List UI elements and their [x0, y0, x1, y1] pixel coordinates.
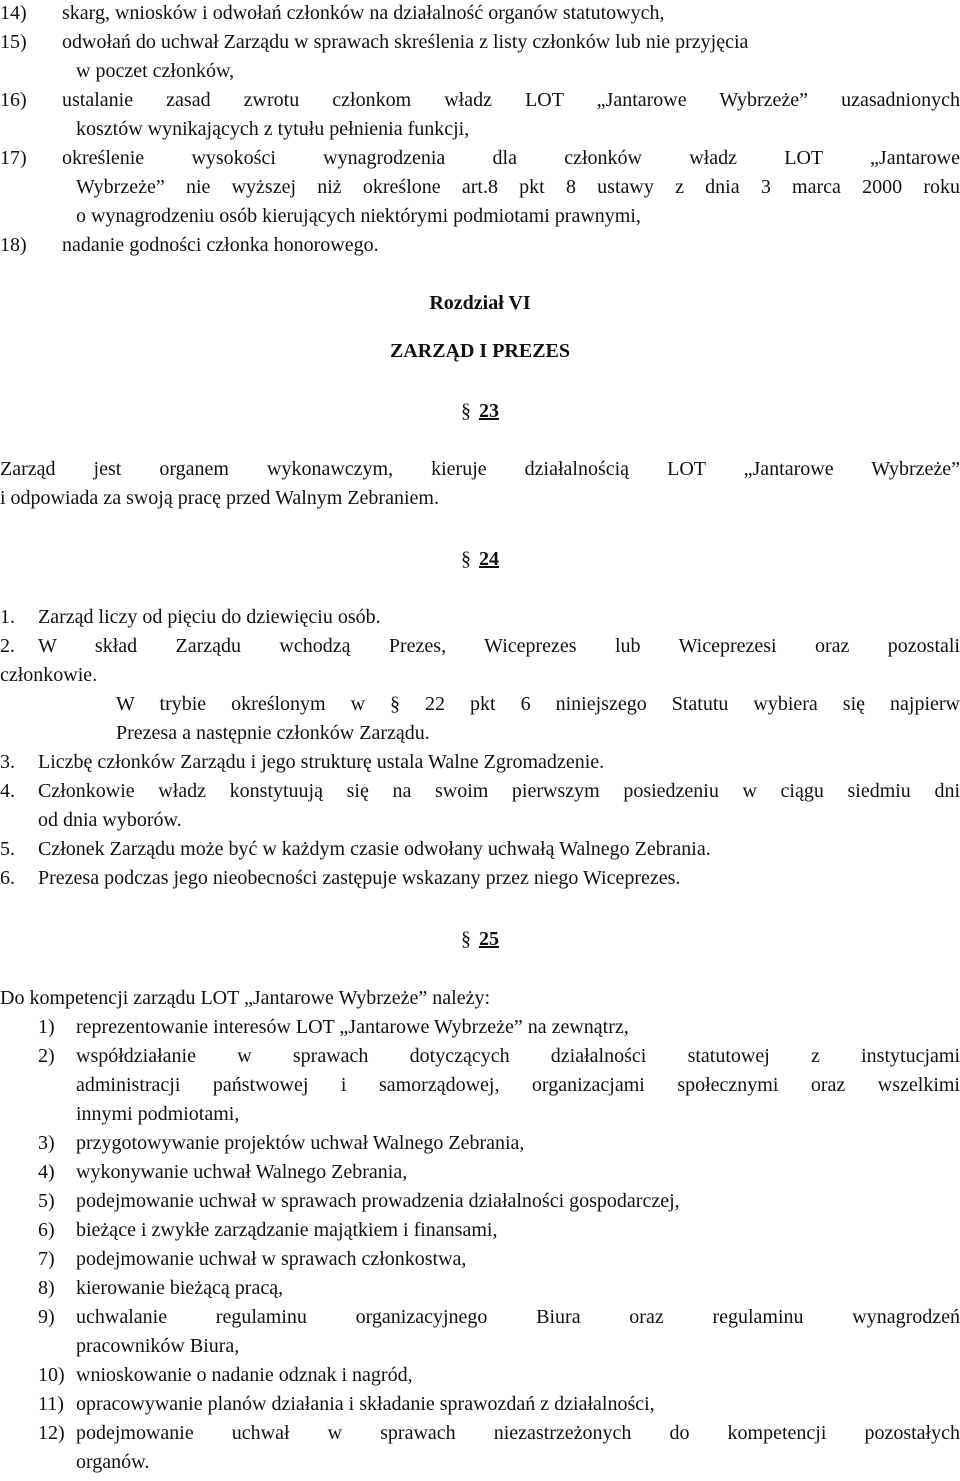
section-23-text: Zarząd jest organem wykonawczym, kieruje działalnością LOT „Jantarowe Wybrzeże”: [0, 458, 960, 480]
section-25-intro: Do kompetencji zarządu LOT „Jantarowe Wybrzeże” należy:: [0, 987, 491, 1009]
list-item-num: 12): [38, 1422, 65, 1444]
list-item-num: 9): [38, 1306, 55, 1328]
list-item-num: 3.: [0, 751, 15, 773]
list-item-num: 10): [38, 1364, 65, 1386]
list-item-text: wnioskowanie o nadanie odznak i nagród,: [76, 1364, 413, 1386]
list-item-text: współdziałanie w sprawach dotyczących działalności statutowej z instytucjami: [76, 1045, 960, 1067]
list-item-text: podejmowanie uchwał w sprawach prowadzenia działalności gospodarczej,: [76, 1190, 680, 1212]
list-item-text: Wybrzeże” nie wyższej niż określone art.8 pkt 8 ustawy z dnia 3 marca 2000 roku: [76, 176, 960, 198]
list-item-text: w poczet członków,: [76, 60, 235, 82]
list-item-text: administracji państwowej i samorządowej, organizacjami społecznymi oraz wszelkimi: [76, 1074, 960, 1096]
list-item-text: członkowie.: [0, 664, 98, 686]
list-item-text: opracowywanie planów działania i składanie sprawozdań z działalności,: [76, 1393, 655, 1415]
list-item-num: 15): [0, 31, 27, 53]
list-item-text: wykonywanie uchwał Walnego Zebrania,: [76, 1161, 408, 1183]
section-23-text: i odpowiada za swoją pracę przed Walnym Zebraniem.: [0, 487, 439, 509]
list-item-num: 8): [38, 1277, 55, 1299]
list-item-text: Członek Zarządu może być w każdym czasie odwołany uchwałą Walnego Zebrania.: [38, 838, 711, 860]
list-item-num: 16): [0, 89, 27, 111]
paragraph-mark: §: [461, 548, 471, 570]
list-item-num: 11): [38, 1393, 64, 1415]
list-item-num: 2): [38, 1045, 55, 1067]
list-item-num: 2.: [0, 635, 15, 657]
list-item-text: od dnia wyborów.: [38, 809, 182, 831]
list-item-num: 14): [0, 2, 27, 24]
list-item-text: bieżące i zwykłe zarządzanie majątkiem i finansami,: [76, 1219, 498, 1241]
list-item-text: Członkowie władz konstytuują się na swoim pierwszym posiedzeniu w ciągu siedmiu dni: [38, 780, 960, 802]
list-item-num: 4): [38, 1161, 55, 1183]
list-item-text: W skład Zarządu wchodzą Prezes, Wiceprezes lub Wiceprezesi oraz pozostali: [38, 635, 960, 657]
list-item-text: skarg, wniosków i odwołań członków na działalność organów statutowych,: [62, 2, 665, 24]
list-item-text: Prezesa podczas jego nieobecności zastępuje wskazany przez niego Wiceprezes.: [38, 867, 681, 889]
list-item-num: 17): [0, 147, 27, 169]
list-item-text: o wynagrodzeniu osób kierujących niektórymi podmiotami prawnymi,: [76, 205, 641, 227]
paragraph-mark: §: [461, 400, 471, 422]
list-item-text: pracowników Biura,: [76, 1335, 240, 1357]
section-24-heading: [0, 546, 960, 573]
list-item-text: podejmowanie uchwał w sprawach członkostwa,: [76, 1248, 467, 1270]
list-item-text: kosztów wynikających z tytułu pełnienia funkcji,: [76, 118, 470, 140]
list-item-text: uchwalanie regulaminu organizacyjnego Biura oraz regulaminu wynagrodzeń: [76, 1306, 960, 1328]
list-item-num: 6): [38, 1219, 55, 1241]
section-number: 23: [479, 400, 499, 422]
section-25-heading: [0, 926, 960, 953]
list-item-num: 18): [0, 234, 27, 256]
list-item-text: reprezentowanie interesów LOT „Jantarowe Wybrzeże” na zewnątrz,: [76, 1016, 629, 1038]
list-item-text: przygotowywanie projektów uchwał Walnego Zebrania,: [76, 1132, 525, 1154]
list-item-text: Liczbę członków Zarządu i jego strukturę ustala Walne Zgromadzenie.: [38, 751, 605, 773]
list-item-text: podejmowanie uchwał w sprawach niezastrzeżonych do kompetencji pozostałych: [76, 1422, 960, 1444]
list-item-num: 5): [38, 1190, 55, 1212]
list-item-num: 3): [38, 1132, 55, 1154]
section-23-heading: [0, 398, 960, 425]
list-item-subtext: W trybie określonym w § 22 pkt 6 niniejszego Statutu wybiera się najpierw: [116, 693, 960, 715]
chapter-title: Rozdział VI: [429, 292, 531, 314]
list-item-num: 1.: [0, 606, 15, 628]
list-item-num: 1): [38, 1016, 55, 1038]
list-item-text: nadanie godności członka honorowego.: [62, 234, 379, 256]
list-item-text: określenie wysokości wynagrodzenia dla członków władz LOT „Jantarowe: [62, 147, 960, 169]
section-number: 25: [479, 928, 499, 950]
list-item-text: odwołań do uchwał Zarządu w sprawach skreślenia z listy członków lub nie przyjęcia: [62, 31, 749, 53]
list-item-text: ustalanie zasad zwrotu członkom władz LOT „Jantarowe Wybrzeże” uzasadnionych: [62, 89, 960, 111]
section-number: 24: [479, 548, 499, 570]
list-item-num: 5.: [0, 838, 15, 860]
list-item-text: Zarząd liczy od pięciu do dziewięciu osób.: [38, 606, 381, 628]
list-item-num: 7): [38, 1248, 55, 1270]
paragraph-mark: §: [461, 928, 471, 950]
list-item-subtext: Prezesa a następnie członków Zarządu.: [116, 722, 430, 744]
list-item-num: 4.: [0, 780, 15, 802]
list-item-num: 6.: [0, 867, 15, 889]
list-item-text: innymi podmiotami,: [76, 1103, 240, 1125]
chapter-subtitle: ZARZĄD I PREZES: [389, 340, 571, 362]
list-item-text: kierowanie bieżącą pracą,: [76, 1277, 284, 1299]
list-item-text: organów.: [76, 1451, 150, 1473]
